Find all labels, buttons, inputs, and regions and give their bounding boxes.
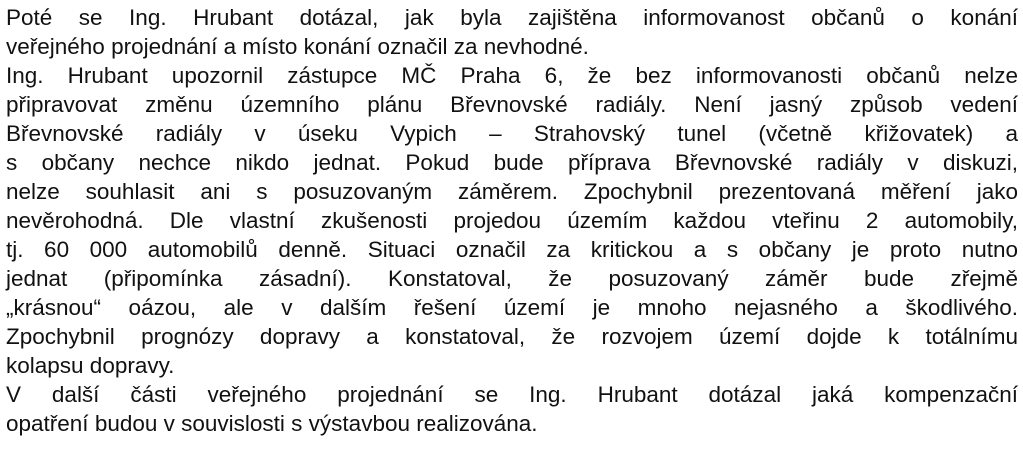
document-page (6, 0, 1018, 474)
text-line: „krásnou“ oázou, ale v dalším řešení území je mnoho nejasného a škodlivého. (6, 295, 1018, 320)
text-line: tj. 60 000 automobilů denně. Situaci označil za kritickou a s občany je proto nutno (6, 237, 1018, 262)
text-line: Břevnovské radiály v úseku Vypich – Strahovský tunel (včetně křižovatek) a (6, 121, 1018, 146)
text-line: nelze souhlasit ani s posuzovaným záměrem. Zpochybnil prezentovaná měření jako (6, 179, 1018, 204)
text-line: připravovat změnu územního plánu Břevnovské radiály. Není jasný způsob vedení (6, 92, 1018, 117)
text-line: jednat (připomínka zásadní). Konstatoval, že posuzovaný záměr bude zřejmě (6, 266, 1018, 291)
text-line: Zpochybnil prognózy dopravy a konstatoval, že rozvojem území dojde k totálnímu (6, 324, 1018, 349)
text-line: V další části veřejného projednání se Ing. Hrubant dotázal jaká kompenzační (6, 382, 1018, 407)
text-line: s občany nechce nikdo jednat. Pokud bude příprava Břevnovské radiály v diskuzi, (6, 150, 1018, 175)
text-line: opatření budou v souvislosti s výstavbou realizována. (6, 411, 538, 436)
text-line: Ing. Hrubant upozornil zástupce MČ Praha 6, že bez informovanosti občanů nelze (6, 63, 1018, 88)
text-line: veřejného projednání a místo konání označil za nevhodné. (6, 34, 589, 59)
text-line: nevěrohodná. Dle vlastní zkušenosti projedou územím každou vteřinu 2 automobily, (6, 208, 1018, 233)
text-line: kolapsu dopravy. (6, 353, 175, 378)
text-line: Poté se Ing. Hrubant dotázal, jak byla zajištěna informovanost občanů o konání (6, 5, 1018, 30)
